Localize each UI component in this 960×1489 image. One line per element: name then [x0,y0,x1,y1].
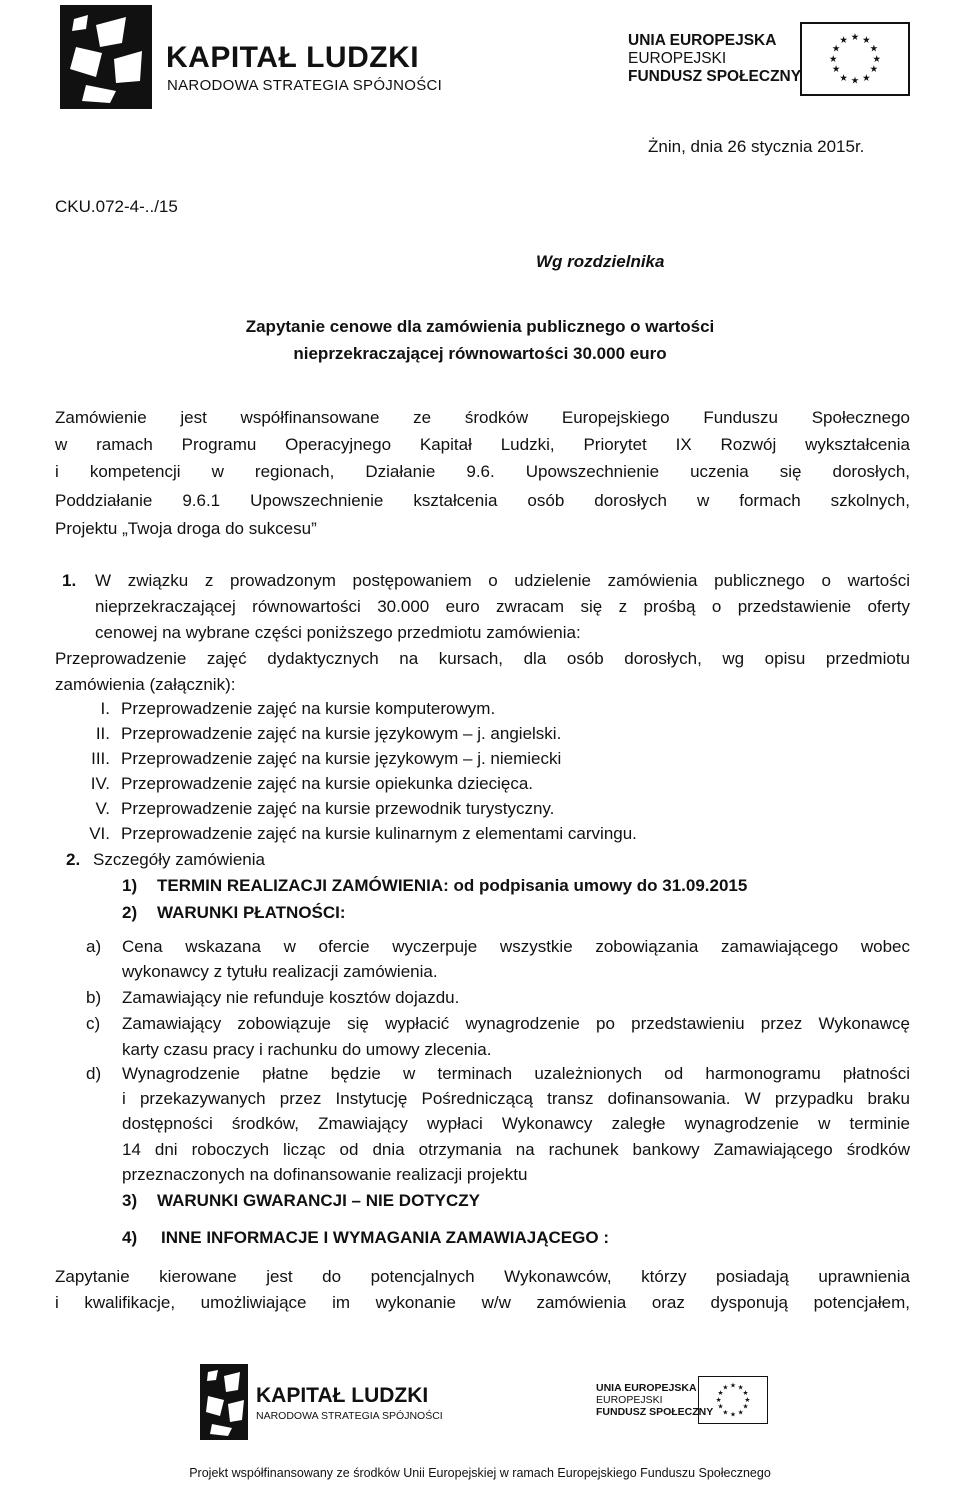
point-b-letter: b) [86,988,102,1007]
item6-number: VI. [89,824,110,843]
eu-logo [628,22,914,98]
sub3-number: 3) [122,1191,138,1210]
sub4-text: INNE INFORMACJE I WYMAGANIA ZAMAWIAJĄCEGO : [161,1228,609,1247]
item2-text: Przeprowadzenie zajęć na kursie językowym – j. angielski. [121,724,562,743]
footer-eu-flag-icon [698,1376,768,1424]
point-a-letter: a) [86,937,102,956]
svg-text:★: ★ [737,1408,744,1417]
intro-line1: Zamówienie jest współfinansowane ze środków Europejskiego Funduszu Społecznego [55,408,910,427]
date-line: Żnin, dnia 26 stycznia 2015r. [648,137,865,156]
section1-line5: zamówienia (załącznik): [55,675,236,694]
intro-line3: i kompetencji w regionach, Działanie 9.6. Upowszechnienie uczenia się dorosłych, [55,462,910,481]
item4-text: Przeprowadzenie zajęć na kursie opiekunka dziecięca. [121,774,534,793]
item3-number: III. [91,749,110,768]
title-line1: Zapytanie cenowe dla zamówienia publicznego o wartości [245,317,715,336]
item1-text: Przeprowadzenie zajęć na kursie komputerowym. [121,699,496,718]
footer-kapital-ludzki-emblem-icon [198,1362,262,1442]
svg-text:★: ★ [850,32,860,44]
point-a-line2: wykonawcy z tytułu realizacji zamówienia. [122,962,438,981]
svg-text:★: ★ [839,34,848,46]
footer-eu-line3: FUNDUSZ SPOŁECZNY [596,1406,714,1418]
kl-title: KAPITAŁ LUDZKI [166,41,420,74]
svg-text:★: ★ [722,1383,729,1392]
svg-text:★: ★ [717,1389,724,1398]
sub4-number: 4) [122,1228,138,1247]
point-d-line4: 14 dni roboczych licząc od dnia otrzymania na rachunek bankowy Zamawiającego środków [122,1140,910,1159]
section1-line4: Przeprowadzenie zajęć dydaktycznych na kursach, dla osób dorosłych, wg opisu przedmiotu [55,649,910,668]
closing-line1: Zapytanie kierowane jest do potencjalnych Wykonawców, którzy posiadają uprawnienia [55,1267,910,1286]
svg-text:★: ★ [831,64,841,76]
footer-eu-line1: UNIA EUROPEJSKA [596,1382,697,1394]
footer-cofinancing-note: Projekt współfinansowany ze środków Unii Europejskiej w ramach Europejskiego Funduszu Społecznego [189,1466,771,1480]
svg-text:★: ★ [869,43,879,55]
closing-line2: i kwalifikacje, umożliwiające im wykonanie w/w zamówienia oraz dysponują potencjałem, [55,1293,910,1312]
svg-text:★: ★ [839,72,848,84]
kl-subtitle: NARODOWA STRATEGIA SPÓJNOŚCI [167,77,443,94]
item5-number: V. [95,799,110,818]
svg-text:★: ★ [831,43,841,55]
section1-line1: W związku z prowadzonym postępowaniem o udzielenie zamówienia publicznego o wartości [95,571,910,590]
reference-number: CKU.072-4-../15 [55,197,178,216]
footer-kl-title: KAPITAŁ LUDZKI [256,1384,429,1407]
svg-text:★: ★ [737,1383,744,1392]
svg-text:★: ★ [730,1381,736,1390]
point-c-line1: Zamawiający zobowiązuje się wypłacić wynagrodzenie po przedstawieniu przez Wykonawcę [122,1014,910,1033]
svg-text:★: ★ [869,64,879,76]
point-d-line5: przeznaczonych na dofinansowanie realizacji projektu [122,1165,528,1184]
sub1-text: TERMIN REALIZACJI ZAMÓWIENIA: od podpisania umowy do 31.09.2015 [157,876,748,895]
svg-text:★: ★ [829,53,838,65]
footer-kapital-ludzki-logo [198,1362,498,1442]
svg-text:★: ★ [744,1395,751,1404]
svg-text:★: ★ [717,1402,724,1411]
section1-number: 1. [62,571,77,590]
svg-text:★: ★ [850,75,860,87]
section1-line2: nieprzekraczającej równowartości 30.000 euro zwracam się z prośbą o przedstawienie oferty [95,597,910,616]
eu-line3: FUNDUSZ SPOŁECZNY [628,68,802,85]
point-d-line1: Wynagrodzenie płatne będzie w terminach uzależnionych od harmonogramu płatności [122,1064,910,1083]
svg-text:★: ★ [730,1410,736,1419]
intro-line5: Projektu „Twoja droga do sukcesu” [55,519,317,538]
addressee: Wg rozdzielnika [536,252,665,271]
svg-text:★: ★ [715,1395,722,1404]
sub2-number: 2) [122,903,138,922]
eu-line1: UNIA EUROPEJSKA [628,32,777,49]
point-d-line3: dostępności środków, Zmawiający wypłaci Wykonawcy zaległe wynagrodzenie w terminie [122,1114,910,1133]
footer-eu-line2: EUROPEJSKI [596,1394,663,1406]
section1-line3: cenowej na wybrane części poniższego przedmiotu zamówienia: [95,623,581,642]
svg-text:★: ★ [872,53,881,65]
svg-text:★: ★ [742,1402,749,1411]
kapital-ludzki-emblem-icon [56,3,156,111]
point-d-line2: i przekazywanych przez Instytucję Pośredniczącą transz dofinansowania. W przypadku braku [122,1089,910,1108]
intro-line2: w ramach Programu Operacyjnego Kapitał Ludzki, Priorytet IX Rozwój wykształcenia [55,435,910,454]
point-d-letter: d) [86,1064,102,1083]
intro-line4: Poddziałanie 9.6.1 Upowszechnienie kształcenia osób dorosłych w formach szkolnych, [55,491,910,510]
section2-number: 2. [66,850,81,869]
point-b-line1: Zamawiający nie refunduje kosztów dojazdu. [122,988,460,1007]
point-c-line2: karty czasu pracy i rachunku do umowy zlecenia. [122,1040,492,1059]
svg-text:★: ★ [742,1389,749,1398]
eu-line2: EUROPEJSKI [628,50,727,67]
item1-number: I. [100,699,110,718]
point-c-letter: c) [86,1014,101,1033]
footer-kl-subtitle: NARODOWA STRATEGIA SPÓJNOŚCI [256,1410,443,1422]
footer-eu-logo [596,1376,776,1436]
title-line2: nieprzekraczającej równowartości 30.000 euro [293,344,667,363]
svg-text:★: ★ [862,34,871,46]
svg-text:★: ★ [722,1408,729,1417]
eu-flag-icon [800,22,910,96]
item2-number: II. [95,724,110,743]
item6-text: Przeprowadzenie zajęć na kursie kulinarnym z elementami carvingu. [121,824,637,843]
item4-number: IV. [90,774,110,793]
item3-text: Przeprowadzenie zajęć na kursie językowym – j. niemiecki [121,749,562,768]
sub2-text: WARUNKI PŁATNOŚCI: [157,903,346,922]
sub1-number: 1) [122,876,138,895]
sub3-text: WARUNKI GWARANCJI – NIE DOTYCZY [157,1191,481,1210]
svg-text:★: ★ [862,72,871,84]
item5-text: Przeprowadzenie zajęć na kursie przewodnik turystyczny. [121,799,555,818]
kapital-ludzki-logo [56,3,443,111]
section2-heading: Szczegóły zamówienia [93,850,265,869]
point-a-line1: Cena wskazana w ofercie wyczerpuje wszystkie zobowiązania zamawiającego wobec [122,937,910,956]
